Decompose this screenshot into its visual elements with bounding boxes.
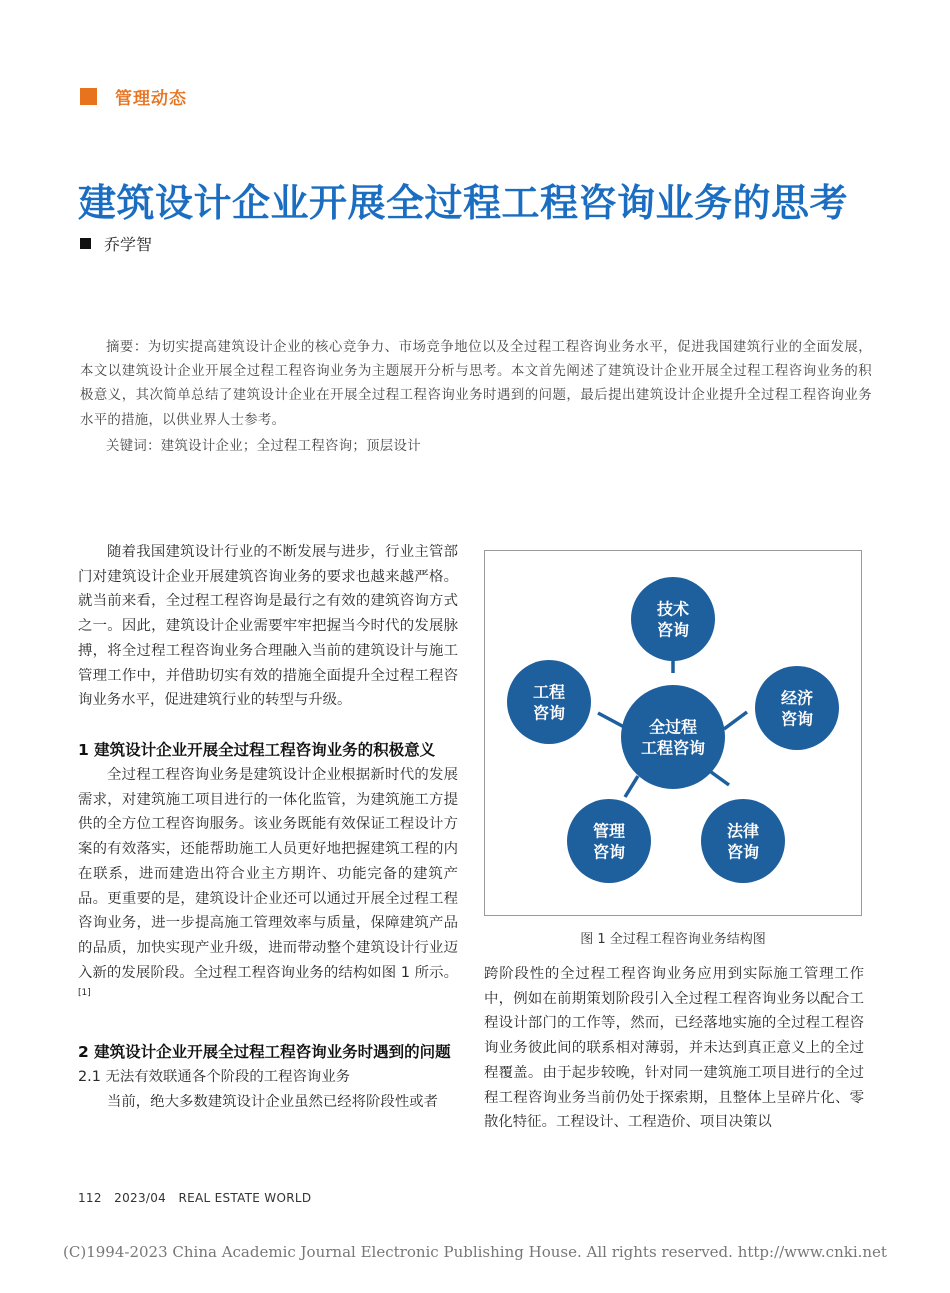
consult-node-5-circle — [507, 660, 591, 744]
consult-node-4-label: 咨询 — [592, 842, 626, 862]
consult-node-1-label: 技术 — [656, 599, 690, 619]
consult-node-4-circle — [567, 799, 651, 883]
consult-node-1-circle — [631, 577, 715, 661]
consult-node-5-label: 咨询 — [532, 703, 566, 723]
figure-frame — [484, 550, 862, 916]
citation-ref: [1] — [78, 988, 91, 999]
consult-node-5 — [507, 660, 591, 744]
connector-line — [598, 713, 626, 728]
section2-heading: 2 建筑设计企业开展全过程工程咨询业务时遇到的问题 — [78, 1043, 451, 1061]
article-title: 建筑设计企业开展全过程工程咨询业务的思考 — [78, 181, 849, 225]
keywords: 关键词：建筑设计企业；全过程工程咨询；顶层设计 — [106, 439, 421, 454]
consult-node-2 — [755, 666, 839, 750]
body-left-section2 — [78, 1040, 458, 1114]
consult-node-1-label: 咨询 — [656, 620, 690, 640]
copyright-notice: (C)1994-2023 China Academic Journal Electronic Publishing House. All rights reserved. http://www.cnki.net — [63, 1243, 887, 1261]
section-label: 管理动态 — [115, 89, 187, 109]
consult-node-3 — [701, 799, 785, 883]
author-name: 乔学智 — [104, 235, 153, 254]
abstract: 摘要：为切实提高建筑设计企业的核心竞争力、市场竞争地位以及全过程工程咨询业务水平，促进我国建筑行业的全面发展，本文以建筑设计企业开展全过程工程咨询业务为主题展开分析与思考。本文首先阐述了建筑设计企业开展全过程工程咨询业务的积极意义，其次简单总结了建筑设计企业在开展全过程工程咨询业务时遇到的问题，最后提出建筑设计企业提升全过程工程咨询业务水平的措施，以供业界人士参考。 — [80, 340, 872, 428]
issue-date: 2023/04 — [114, 1191, 167, 1205]
body-left-section1 — [78, 738, 458, 1010]
body-left-intro — [78, 540, 458, 713]
page-footer — [78, 1191, 311, 1205]
consult-node-5-label: 工程 — [532, 682, 566, 702]
consult-node-2-circle — [755, 666, 839, 750]
section2-1-paragraph: 当前，绝大多数建筑设计企业虽然已经将阶段性或者 — [107, 1093, 438, 1110]
consult-node-3-circle — [701, 799, 785, 883]
connector-line — [625, 776, 638, 797]
journal-name: REAL ESTATE WORLD — [178, 1191, 312, 1205]
center-node-label: 工程咨询 — [640, 738, 706, 758]
connector-line — [724, 712, 747, 729]
section-marker — [80, 88, 97, 105]
author-marker — [80, 238, 91, 249]
section1-heading: 1 建筑设计企业开展全过程工程咨询业务的积极意义 — [78, 741, 436, 759]
consult-node-1 — [631, 577, 715, 661]
section1-paragraph — [78, 763, 458, 1010]
body-right-column — [484, 962, 864, 1135]
connector-line — [711, 772, 729, 785]
center-node-circle — [621, 685, 725, 789]
intro-paragraph: 随着我国建筑设计行业的不断发展与进步，行业主管部门对建筑设计企业开展建筑咨询业务的要求也越来越严格。就当前来看，全过程工程咨询是最行之有效的建筑咨询方式之一。因此，建筑设计企业需要牢牢把握当今时代的发展脉搏，将全过程工程咨询业务合理融入当前的建筑设计与施工管理工作中，并借助切实有效的措施全面提升全过程工程咨询业务水平，促进建筑行业的转型与升级。 — [78, 544, 458, 709]
consult-node-4 — [567, 799, 651, 883]
consult-node-2-label: 咨询 — [780, 709, 814, 729]
section2-1-heading: 2.1 无法有效联通各个阶段的工程咨询业务 — [78, 1069, 351, 1085]
consult-node-3-label: 法律 — [726, 821, 760, 841]
figure-caption: 图 1 全过程工程咨询业务结构图 — [580, 932, 766, 947]
consult-node-2-label: 经济 — [780, 688, 814, 708]
center-node — [621, 685, 725, 789]
consult-node-3-label: 咨询 — [726, 842, 760, 862]
page-number: 112 — [78, 1191, 102, 1205]
structure-diagram — [485, 551, 863, 917]
center-node-label: 全过程 — [648, 717, 698, 737]
right-paragraph: 跨阶段性的全过程工程咨询业务应用到实际施工管理工作中，例如在前期策划阶段引入全过程工程咨询业务以配合工程设计部门的工作等，然而，已经落地实施的全过程工程咨询业务彼此间的联系相对薄弱，并未达到真正意义上的全过程覆盖。由于起步较晚，针对同一建筑施工项目进行的全过程工程咨询业务当前仍处于探索期，且整体上呈碎片化、零散化特征。工程设计、工程造价、项目决策以 — [484, 966, 864, 1131]
consult-node-4-label: 管理 — [592, 821, 626, 841]
section1-text: 全过程工程咨询业务是建筑设计企业根据新时代的发展需求，对建筑施工项目进行的一体化监管，为建筑施工方提供的全方位工程咨询服务。该业务既能有效保证工程设计方案的有效落实，还能帮助施工人员更好地把握建筑工程的内在联系，进而建造出符合业主方期许、功能完备的建筑产品。更重要的是，建筑设计企业还可以通过开展全过程工程咨询业务，进一步提高施工管理效率与质量，保障建筑产品的品质，加快实现产业升级，进而带动整个建筑设计行业迈入新的发展阶段。全过程工程咨询业务的结构如图 1 所示。 — [78, 767, 458, 981]
